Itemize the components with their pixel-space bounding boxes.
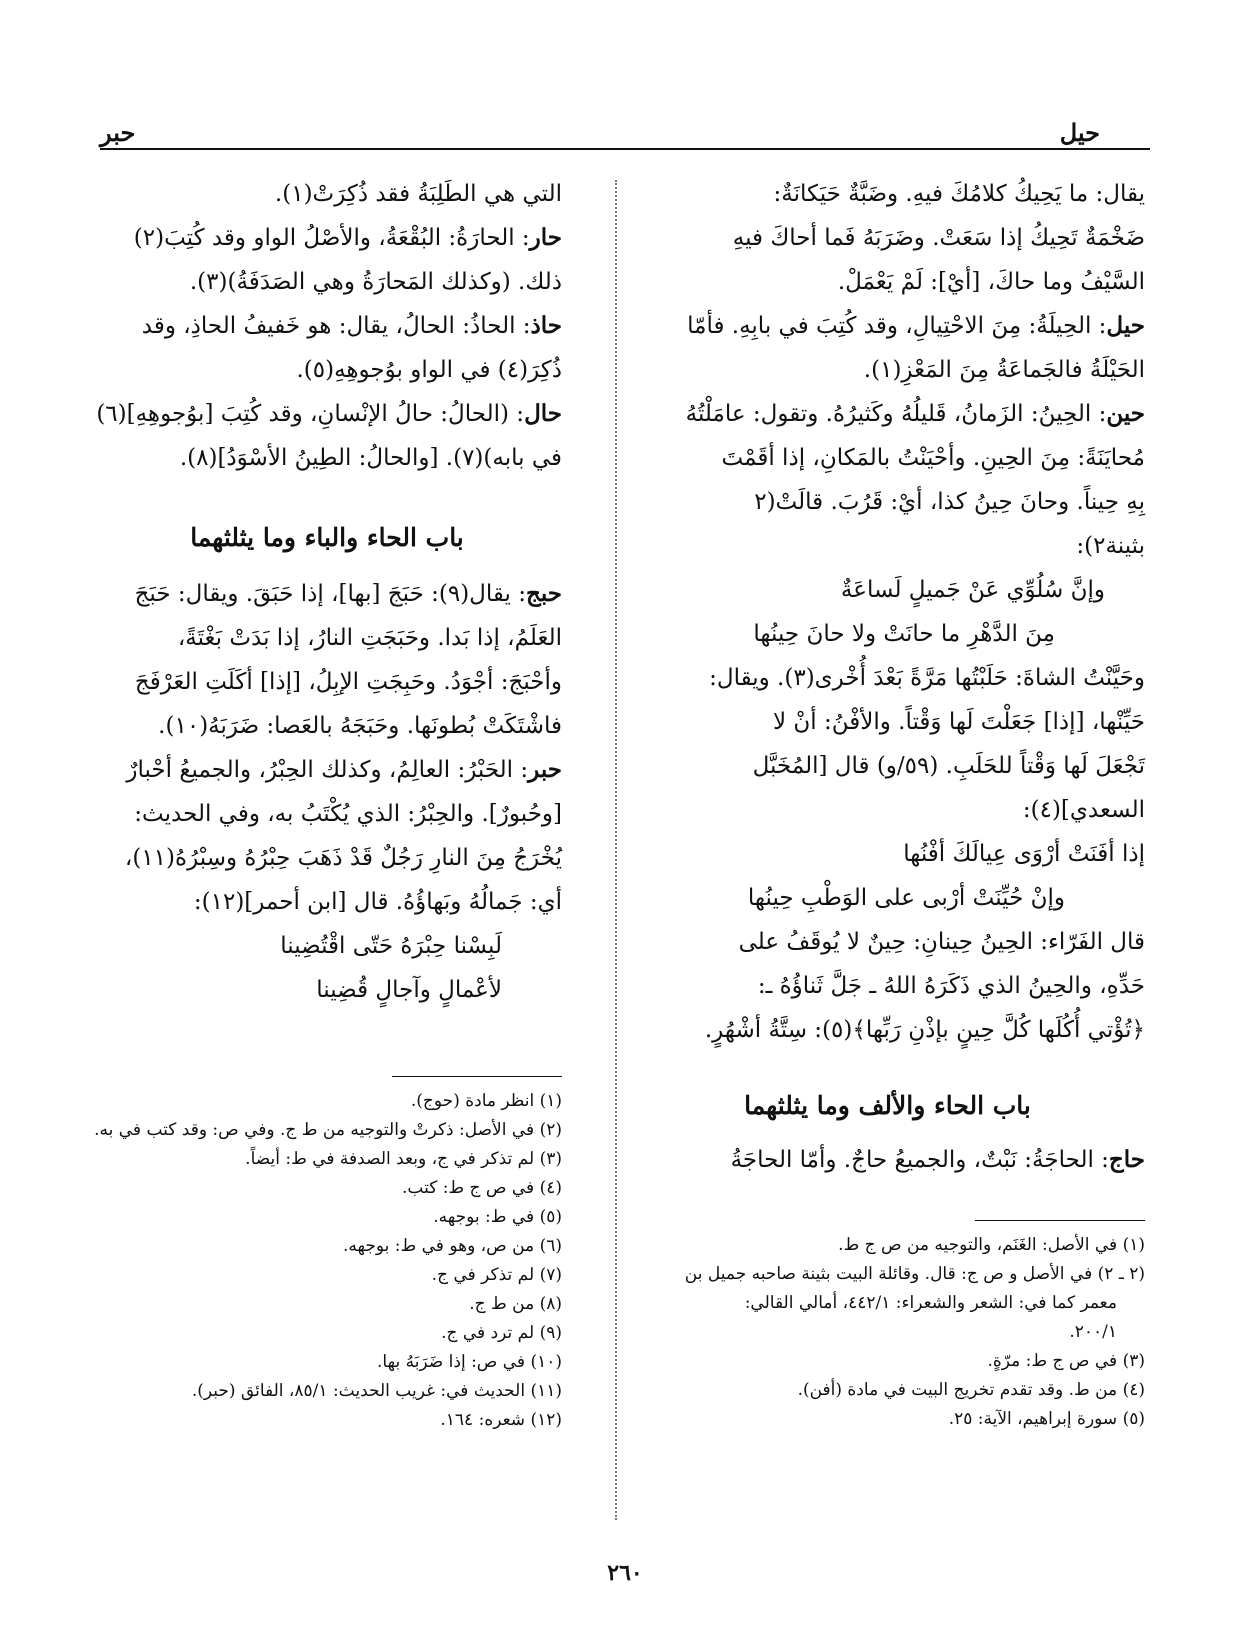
text-line: أي: جَمالُهُ وبَهاؤُهُ. قال [ابن أحمر](١٢): [193, 889, 562, 915]
verse-hemistich: لَبِسْنا حِبْرَهُ حَتّى اقْتُضِينا [280, 933, 502, 959]
text-line: في بابه)(٧). [والحالُ: الطِينُ الأسْوَدُ](٨). [179, 445, 562, 471]
footnote: (١١) الحديث في: غريب الحديث: ٨٥/١، الفائق (حبر). [191, 1381, 562, 1401]
entry-hil [630, 304, 1145, 348]
text-line: فاشْتَكَتْ بُطونَها. وحَبَجَهُ بالعَصا: ضَرَبَهُ(١٠). [158, 713, 562, 739]
text-line: : الحَبْرُ: العالِمُ، وكذلك الحِبْرُ، والجميعُ أحْبارٌ [126, 757, 529, 783]
header-rule [100, 148, 1150, 150]
verse-hemistich: لأعْمالٍ وآجالٍ قُضِينا [316, 977, 502, 1003]
page-number: ٢٦٠ [607, 1560, 643, 1586]
footnote: (٣) لم تذكر في ج، وبعد الصدفة في ط: أيضاً. [245, 1149, 562, 1169]
entry-habar [92, 748, 562, 792]
entry-headword: حار [529, 224, 562, 251]
entry-hin [630, 392, 1145, 436]
text-line: بِهِ حِيناً. وحانَ حِينُ كذا، أيْ: قَرُبَ. قالَتْ(٢ [754, 489, 1145, 515]
entry-headword: حاذ [530, 312, 562, 339]
section-heading: باب الحاء والباء وما يثلثهما [190, 523, 464, 552]
entry-headword: حبر [528, 756, 562, 783]
verse-hemistich: وإنَّ سُلُوِّي عَنْ جَميلٍ لَساعَةٌ [840, 577, 1105, 603]
footnote: (١٢) شعره: ١٦٤. [440, 1410, 562, 1430]
text-line: تَجْعَلَ لَها وَقْتاً للحَلَبِ. (٥٩/و) قال [المُخَبَّل [752, 753, 1145, 779]
text-line: : يقال(٩): حَبَجَ [بها]، إذا حَبَقَ. ويقال: حَبَجَ [134, 581, 526, 607]
entry-hal [92, 392, 562, 436]
footnote: (٦) من ص، وهو في ط: بوجهه. [342, 1236, 562, 1256]
footnote: (١) انظر مادة (حوج). [410, 1091, 562, 1111]
text-line: : الحِيلَةُ: مِنَ الاحْتِيالِ، وقد كُتِبَ في بابِهِ. فأمّا [687, 313, 1107, 339]
text-line: بثينة٢): [1076, 533, 1145, 559]
text-line: الحَيْلَةُ فالجَماعَةُ مِنَ المَعْزِ(١). [863, 357, 1145, 383]
text-line: [وحُبورٌ]. والحِبْرُ: الذي يُكْتَبُ به، وفي الحديث: [134, 801, 562, 827]
footnote: معمر كما في: الشعر والشعراء: ٤٤٢/١، أمالي القالي: [744, 1293, 1117, 1313]
right-column [630, 172, 1145, 1434]
entry-headword: حبج [525, 580, 562, 607]
text-line: السعدي](٤): [1022, 797, 1145, 823]
footnote: (٢) في الأصل: ذكرتْ والتوجيه من ط ج. وفي ص: وقد كتب في به. [94, 1120, 562, 1140]
footnote: (٩) لم ترد في ج. [441, 1323, 562, 1343]
footnotes-left [92, 1076, 562, 1435]
text-line: حَيِّنْها، [إذا] جَعَلْتَ لَها وَقْتاً. والأفْنُ: أنْ لا [772, 709, 1145, 735]
entry-haz [92, 304, 562, 348]
footnote: (٢ ـ ٢) في الأصل و ص ج: قال. وقائلة البيت بثينة صاحبه جميل بن [684, 1264, 1145, 1284]
left-column [92, 172, 562, 1435]
text-line: قال الفَرّاء: الحِينُ حِينانِ: حِينٌ لا يُوقَفُ على [738, 929, 1145, 955]
footnote: (٨) من ط ج. [469, 1294, 562, 1314]
section-heading: باب الحاء والألف وما يثلثهما [744, 1091, 1031, 1120]
footnote: ٢٠٠/١. [1069, 1322, 1117, 1342]
footnote-rule [392, 1076, 562, 1077]
text-line: : الحارَةُ: البُقْعَةُ، والأصْلُ الواو وقد كُتِبَ(٢) [133, 225, 530, 251]
entry-har [92, 216, 562, 260]
entry-headword: حاج [1108, 1146, 1145, 1173]
text-line: : الحاجَةُ: نَبْتٌ، والجميعُ حاجٌ. وأمّا الحاجَةُ [730, 1147, 1109, 1173]
text-line: يُخْرَجُ مِنَ النارِ رَجُلٌ قَدْ ذَهَبَ حِبْرُهُ وسِبْرُهُ(١١)، [124, 845, 562, 871]
footnote: (١٠) في ص: إذا ضَرَبَهُ بها. [377, 1352, 562, 1372]
running-head-right: حيل [1059, 118, 1100, 147]
verse-hemistich: وإنْ حُيِّنَتْ أرْبى على الوَطْبِ حِينُها [747, 885, 1065, 911]
text-line: : الحِينُ: الزَمانُ، قَليلُهُ وكَثيرُهُ. وتقول: عامَلْتُهُ [685, 401, 1107, 427]
entry-headword: حال [524, 400, 562, 427]
footnote-rule [975, 1220, 1145, 1221]
text-line: السَّيْفُ وما حاكَ، [أيْ]: لَمْ يَعْمَلْ. [837, 269, 1145, 295]
text-line: ضَخْمَةٌ تَحِيكُ إذا سَعَتْ. وضَرَبَهُ فَما أحاكَ فيهِ [732, 225, 1145, 251]
footnote: (٥) في ط: بوجهه. [433, 1207, 562, 1227]
text-line: التي هي الطَلِبَةُ فقد ذُكِرَتْ(١). [274, 181, 562, 207]
text-line: : الحاذُ: الحالُ، يقال: هو خَفيفُ الحاذِ، وقد [141, 313, 531, 339]
footnote: (٣) في ص ج ط: مرّةٍ. [987, 1351, 1145, 1371]
verse-hemistich: مِنَ الدَّهْرِ ما حانَتْ ولا حانَ حِينُها [753, 621, 1055, 647]
entry-haj [630, 1138, 1145, 1182]
text-line: العَلَمُ، إذا بَدا. وحَبَجَتِ النارُ، إذا بَدَتْ بَغْتَةً، [177, 625, 562, 651]
footnote: (٤) من ط. وقد تقدم تخريج البيت في مادة (أفن). [797, 1380, 1145, 1400]
text-line: ذلك. (وكذلك المَحارَةُ وهي الصَدَفَةُ)(٣). [189, 269, 562, 295]
text-line: حَدِّهِ، والحِينُ الذي ذَكَرَهُ اللهُ ـ جَلَّ ثَناؤُهُ ـ: [757, 973, 1145, 999]
column-divider [615, 180, 617, 1520]
footnote: (٧) لم تذكر في ج. [431, 1265, 562, 1285]
footnote: (٤) في ص ج ط: كتب. [401, 1178, 562, 1198]
entry-headword: حين [1106, 400, 1145, 427]
text-line: : (الحالُ: حالُ الإنْسانِ، وقد كُتِبَ [بوُجوهِهِ](٦) [96, 401, 525, 427]
text-line: يقال: ما يَحِيكُ كلامُكَ فيهِ. وضَبَّةٌ حَيَكانَةٌ: [773, 181, 1145, 207]
running-head-left: حبر [100, 118, 136, 147]
footnotes-right [630, 1220, 1145, 1434]
footnote: (١) في الأصل: الغَنَم، والتوجيه من ص ج ط. [838, 1235, 1145, 1255]
text-line: وحَيَّنْتُ الشاةَ: حَلَبْتُها مَرَّةً بَعْدَ أُخْرى(٣). ويقال: [709, 665, 1145, 691]
text-line: وأحْبَجَ: أجْوَدُ. وحَبِجَتِ الإبِلُ، [إذا] أكَلَتِ العَرْفَجَ [134, 669, 562, 695]
text-line: ﴿تُؤْتي أُكُلَها كُلَّ حِينٍ بإذْنِ رَبِّها﴾(٥): سِتَّةُ أشْهُرٍ. [704, 1017, 1145, 1043]
text-line: ذُكِرَ(٤) في الواو بوُجوهِهِ(٥). [296, 357, 562, 383]
text-line: مُحايَنَةً: مِنَ الحِينِ. وأحْيَنْتُ بالمَكانِ، إذا أقَمْتَ [721, 445, 1145, 471]
entry-headword: حيل [1106, 312, 1145, 339]
footnote: (٥) سورة إبراهيم، الآية: ٢٥. [948, 1409, 1145, 1429]
verse-hemistich: إذا أفَنَتْ أرْوَى عِيالَكَ أفْنُها [903, 841, 1145, 867]
entry-habaj [92, 572, 562, 616]
